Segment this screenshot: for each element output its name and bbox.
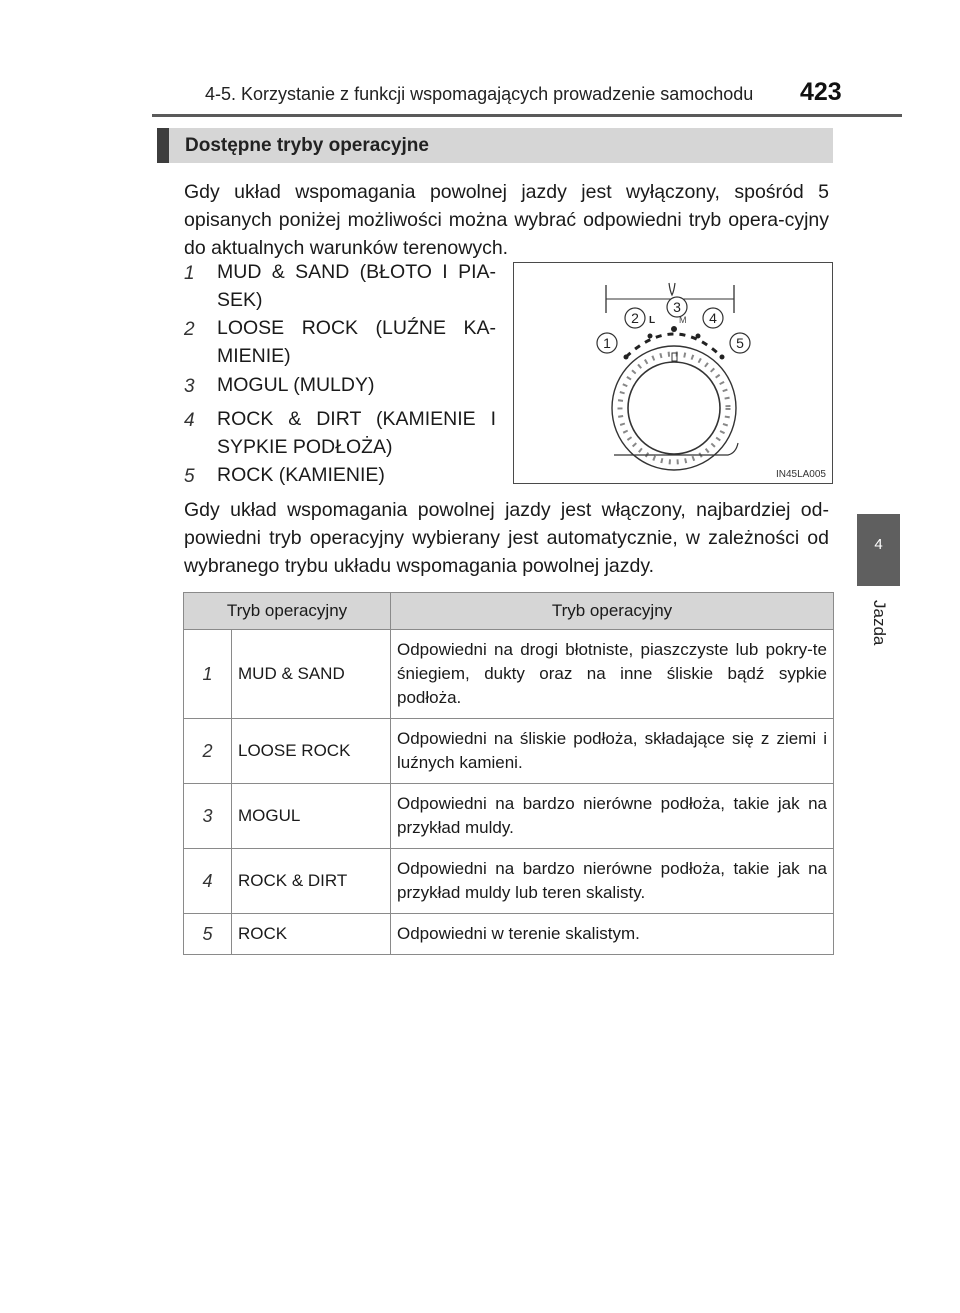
row-number: 4 — [184, 849, 232, 914]
table-row — [184, 849, 834, 914]
mode-text: MOGUL (MULDY) — [217, 374, 375, 396]
svg-text:2: 2 — [631, 310, 639, 326]
page-number: 423 — [800, 78, 842, 106]
row-description: Odpowiedni na bardzo nierówne podłoża, takie jak na przykład muldy. — [391, 784, 834, 849]
chapter-number: 4 — [874, 536, 883, 553]
row-number: 2 — [184, 719, 232, 784]
table-header-row — [184, 593, 834, 630]
mode-list-item — [184, 405, 496, 461]
svg-text:4: 4 — [709, 310, 717, 326]
row-description: Odpowiedni w terenie skalistym. — [391, 914, 834, 955]
mode-list-item — [184, 314, 496, 370]
table-row — [184, 914, 834, 955]
table-row — [184, 719, 834, 784]
running-header: 4-5. Korzystanie z funkcji wspomagających prowadzenie samochodu — [205, 84, 754, 104]
mode-list-item — [184, 371, 496, 399]
mode-list-item — [184, 461, 496, 489]
table-row — [184, 630, 834, 719]
mode-text: MUD & SAND (BŁOTO I PIA-SEK) — [217, 261, 496, 311]
table-header-cell: Tryb operacyjny — [391, 593, 834, 630]
row-number: 1 — [184, 630, 232, 719]
callout-1 — [597, 333, 617, 353]
mode-number: 4 — [184, 410, 195, 431]
row-mode: ROCK & DIRT — [232, 849, 391, 914]
row-description: Odpowiedni na drogi błotniste, piaszczyste lub pokry-te śniegiem, dukty oraz na inne śliskie bądź sypkie podłoża. — [391, 630, 834, 719]
mode-number: 5 — [184, 466, 195, 487]
header-rule — [152, 114, 902, 117]
chapter-label: Jazda — [870, 600, 889, 646]
row-number: 5 — [184, 914, 232, 955]
svg-text:5: 5 — [736, 335, 744, 351]
mode-number: 1 — [184, 263, 195, 284]
modes-table — [183, 592, 834, 955]
mode-text: ROCK (KAMIENIE) — [217, 464, 385, 486]
row-description: Odpowiedni na bardzo nierówne podłoża, takie jak na przykład muldy lub teren skalisty. — [391, 849, 834, 914]
callout-4 — [703, 308, 723, 328]
dial-mark-l: L — [649, 315, 656, 326]
table-header-cell: Tryb operacyjny — [184, 593, 391, 630]
dial-mark-m: M — [679, 315, 687, 325]
row-mode: MUD & SAND — [232, 630, 391, 719]
mode-list-item — [184, 258, 496, 314]
callout-5 — [730, 333, 750, 353]
row-mode: MOGUL — [232, 784, 391, 849]
row-mode: ROCK — [232, 914, 391, 955]
figure-code: IN45LA005 — [775, 469, 826, 480]
row-description: Odpowiedni na śliskie podłoża, składające się z ziemi i luźnych kamieni. — [391, 719, 834, 784]
row-mode: LOOSE ROCK — [232, 719, 391, 784]
auto-mode-paragraph: Gdy układ wspomagania powolnej jazdy jest włączony, najbardziej od-powiedni tryb operacyjny wybierany jest automatycznie, w zależności od wybranego trybu układu wspomagania powolnej jazdy. — [184, 499, 829, 577]
callout-2 — [625, 308, 645, 328]
intro-paragraph: Gdy układ wspomagania powolnej jazdy jest wyłączony, spośród 5 opisanych poniżej możliwości można wybrać odpowiedni tryb opera-cyjny do aktualnych warunków terenowych. — [184, 181, 829, 259]
mode-dial-figure — [513, 262, 833, 484]
mode-text: LOOSE ROCK (LUŹNE KA-MIENIE) — [217, 317, 496, 367]
mode-text: ROCK & DIRT (KAMIENIE I SYPKIE PODŁOŻA) — [217, 408, 496, 458]
svg-text:3: 3 — [673, 299, 681, 315]
mode-number: 2 — [184, 319, 195, 340]
section-header — [157, 128, 833, 163]
callout-3 — [667, 297, 687, 317]
mode-number: 3 — [184, 376, 195, 397]
chapter-tab — [857, 514, 900, 586]
row-number: 3 — [184, 784, 232, 849]
svg-text:1: 1 — [603, 335, 611, 351]
mode-dial-illustration — [514, 263, 834, 485]
table-row — [184, 784, 834, 849]
section-title: Dostępne tryby operacyjne — [185, 135, 429, 156]
